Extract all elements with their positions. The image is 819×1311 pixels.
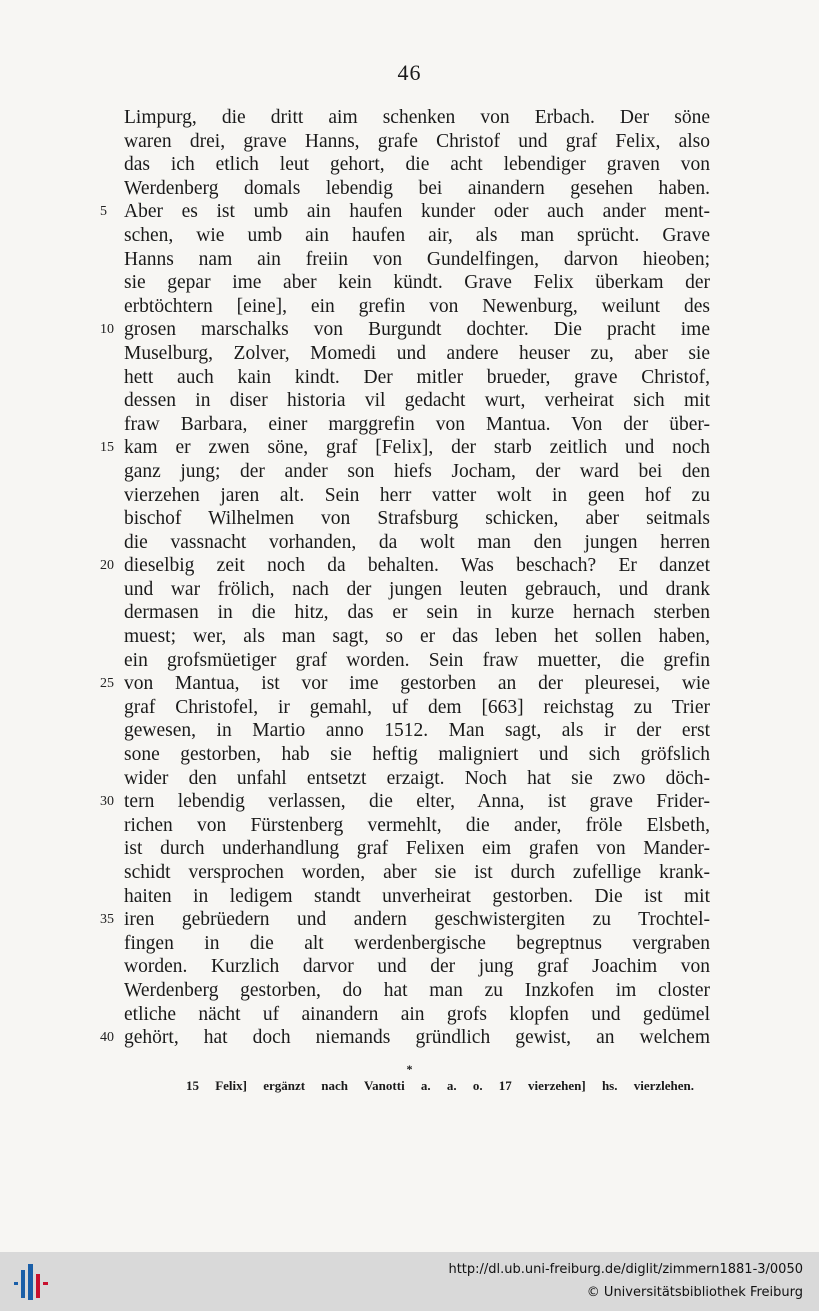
line-text: tern lebendig verlassen, die elter, Anna, ist grave Frider-	[124, 791, 710, 813]
text-line	[100, 955, 710, 979]
line-text: fingen in die alt werdenbergische begreptnus vergraben	[124, 932, 710, 954]
line-text: haiten in ledigem standt unverheirat gestorben. Die ist mit	[124, 885, 710, 907]
footnote: 15 Felix] ergänzt nach Vanotti a. a. o. 17 vierzehen] hs. vierzlehen.	[186, 1078, 694, 1093]
line-text: hett auch kain kindt. Der mitler brueder, grave Christof,	[124, 366, 710, 388]
text-line	[100, 366, 710, 390]
text-line	[100, 484, 710, 508]
text-line	[100, 554, 710, 578]
line-text: wider den unfahl entsetzt erzaigt. Noch hat sie zwo döch-	[124, 767, 710, 789]
line-text: Werdenberg gestorben, do hat man zu Inzkofen im closter	[124, 979, 710, 1001]
text-line	[100, 248, 710, 272]
line-text: Limpurg, die dritt aim schenken von Erbach. Der söne	[124, 107, 710, 128]
text-line	[100, 885, 710, 909]
line-text: bischof Wilhelmen von Strafsburg schicken, aber seitmals	[124, 508, 710, 530]
line-text: Muselburg, Zolver, Momedi und andere heuser zu, aber sie	[124, 342, 710, 364]
line-text: vierzehen jaren alt. Sein herr vatter wolt in geen hof zu	[124, 484, 710, 506]
text-line	[100, 979, 710, 1003]
text-line	[100, 130, 710, 154]
text-line	[100, 908, 710, 932]
line-text: Hanns nam ain freiin von Gundelfingen, darvon hieoben;	[124, 248, 710, 270]
text-line	[100, 436, 710, 460]
text-line	[100, 601, 710, 625]
line-text: gewesen, in Martio anno 1512. Man sagt, als ir der erst	[124, 720, 710, 742]
text-line	[100, 106, 710, 130]
text-line	[100, 342, 710, 366]
line-text: iren gebrüedern und andern geschwistergiten zu Trochtel-	[124, 909, 710, 931]
text-line	[100, 696, 710, 720]
text-line	[100, 932, 710, 956]
text-line	[100, 460, 710, 484]
text-line	[100, 837, 710, 861]
line-number: 15	[100, 440, 114, 456]
line-number: 20	[100, 558, 114, 574]
line-text: graf Christofel, ir gemahl, uf dem [663] reichstag zu Trier	[124, 696, 710, 718]
text-line	[100, 531, 710, 555]
text-line	[100, 224, 710, 248]
line-text: ganz jung; der ander son hiefs Jocham, der ward bei den	[124, 460, 710, 482]
line-text: richen von Fürstenberg vermehlt, die ander, fröle Elsbeth,	[124, 814, 710, 836]
line-number: 40	[100, 1030, 114, 1046]
line-text: fraw Barbara, einer marggrefin von Mantua. Von der über-	[124, 413, 710, 435]
line-text: schidt versprochen worden, aber sie ist durch zufellige krank-	[124, 862, 710, 883]
text-line	[100, 861, 710, 885]
footnote-separator: *	[406, 1062, 413, 1076]
line-text: dieselbig zeit noch da behalten. Was beschach? Er danzet	[124, 555, 710, 577]
line-text: worden. Kurzlich darvor und der jung graf Joachim von	[124, 956, 710, 978]
body-text	[100, 106, 710, 1050]
page-number: 46	[397, 60, 422, 85]
line-text: grosen marschalks von Burgundt dochter. Die pracht ime	[124, 319, 710, 341]
line-number: 35	[100, 912, 114, 928]
line-number: 30	[100, 794, 114, 810]
text-line	[100, 389, 710, 413]
line-number: 5	[100, 204, 107, 220]
text-line	[100, 743, 710, 767]
text-line	[100, 1003, 710, 1027]
line-number: 25	[100, 676, 114, 692]
line-text: Aber es ist umb ain haufen kunder oder auch ander ment-	[124, 201, 710, 223]
line-text: erbtöchtern [eine], ein grefin von Newenburg, weilunt des	[124, 295, 710, 317]
line-text: gehört, hat doch niemands gründlich gewist, an welchem	[124, 1027, 710, 1049]
line-text: die vassnacht vorhanden, da wolt man den jungen herren	[124, 531, 710, 553]
text-line	[100, 507, 710, 531]
text-line	[100, 413, 710, 437]
permalink[interactable]: http://dl.ub.uni-freiburg.de/diglit/zimmern1881-3/0050	[448, 1262, 803, 1277]
text-line	[100, 625, 710, 649]
line-text: dessen in diser historia vil gedacht wurt, verheirat sich mit	[124, 390, 710, 412]
text-line	[100, 153, 710, 177]
line-text: sie gepar ime aber kein kündt. Grave Felix überkam der	[124, 272, 710, 294]
line-text: muest; wer, als man sagt, so er das leben het sollen haben,	[124, 626, 710, 648]
text-line	[100, 719, 710, 743]
line-text: waren drei, grave Hanns, grafe Christof und graf Felix, also	[124, 130, 710, 152]
line-text: schen, wie umb ain haufen air, als man sprücht. Grave	[124, 224, 710, 246]
text-line	[100, 649, 710, 673]
line-text: von Mantua, ist vor ime gestorben an der pleuresei, wie	[124, 673, 710, 695]
text-line	[100, 295, 710, 319]
line-text: das ich etlich leut gehort, die acht lebendiger graven von	[124, 154, 710, 176]
copyright-notice: © Universitätsbibliothek Freiburg	[586, 1285, 803, 1300]
text-line	[100, 790, 710, 814]
line-text: dermasen in die hitz, das er sein in kurze hernach sterben	[124, 602, 710, 624]
line-text: Werdenberg domals lebendig bei ainandern gesehen haben.	[124, 177, 710, 199]
text-line	[100, 200, 710, 224]
library-logo-icon[interactable]	[12, 1260, 52, 1304]
text-line	[100, 1026, 710, 1050]
line-number: 10	[100, 322, 114, 338]
line-text: sone gestorben, hab sie heftig maligniert und sich gröfslich	[124, 744, 710, 766]
text-line	[100, 767, 710, 791]
text-line	[100, 578, 710, 602]
text-line	[100, 814, 710, 838]
text-line	[100, 672, 710, 696]
text-line	[100, 177, 710, 201]
text-line	[100, 318, 710, 342]
line-text: ist durch underhandlung graf Felixen eim grafen von Mander-	[124, 838, 710, 860]
line-text: ein grofsmüetiger graf worden. Sein fraw muetter, die grefin	[124, 649, 710, 671]
line-text: kam er zwen söne, graf [Felix], der starb zeitlich und noch	[124, 437, 710, 459]
line-text: etliche nächt uf ainandern ain grofs klopfen und gedümel	[124, 1003, 710, 1025]
viewer-footer	[0, 1252, 819, 1311]
line-text: und war frölich, nach der jungen leuten gebrauch, und drank	[124, 578, 710, 600]
text-line	[100, 271, 710, 295]
